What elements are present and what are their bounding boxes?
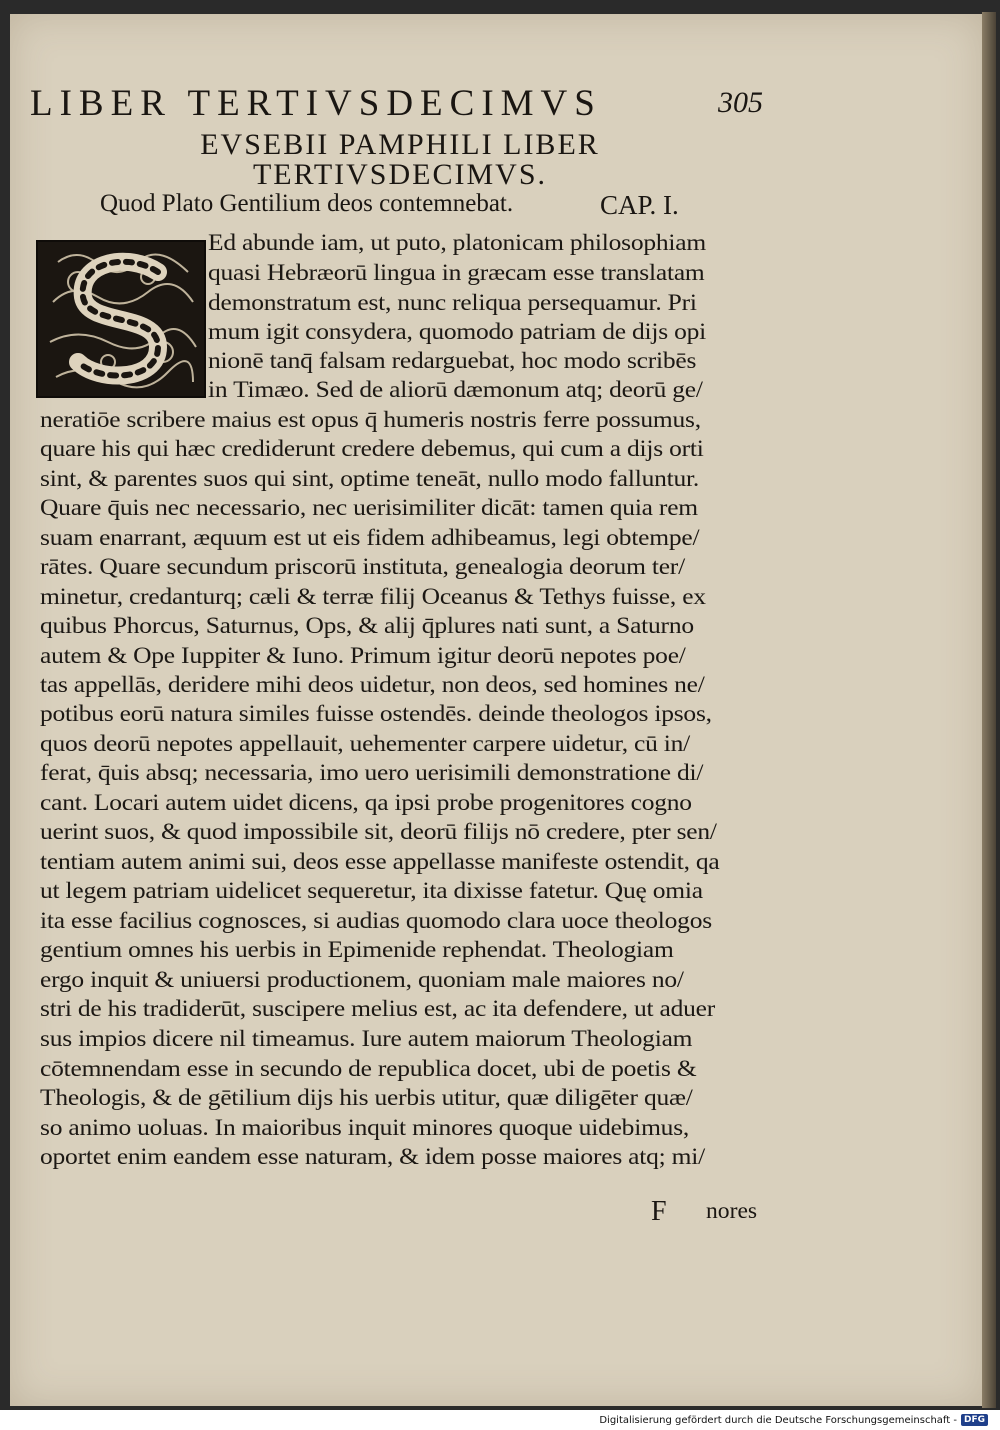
page-number: 305: [718, 86, 763, 119]
text-line: suam enarrant, æquum est ut eis fidem adhibeamus, legi obtempe/: [40, 525, 700, 551]
text-line: Quare q̄uis nec necessario, nec uerisimiliter dicāt: tamen quia rem: [40, 495, 698, 521]
text-line: quibus Phorcus, Saturnus, Ops, & alij q̄plures nati sunt, a Saturno: [40, 613, 694, 639]
text-line: sint, & parentes suos qui sint, optime teneāt, nullo modo falluntur.: [40, 466, 700, 492]
footer-credit: Digitalisierung gefördert durch die Deutsche Forschungsgemeinschaft -: [599, 1414, 957, 1426]
book-title-line-1: EVSEBII PAMPHILI LIBER: [200, 128, 600, 161]
text-line: oportet enim eandem esse naturam, & idem posse maiores atq; mi/: [40, 1144, 706, 1170]
footer: [599, 1414, 988, 1426]
text-line: so animo uoluas. In maioribus inquit minores quoque uidebimus,: [40, 1115, 690, 1141]
text-line: mum igit consydera, quomodo patriam de dijs opi: [208, 319, 706, 345]
text-line: tas appellās, deridere mihi deos uidetur, non deos, sed homines ne/: [40, 672, 705, 698]
signature-mark: F: [651, 1196, 667, 1227]
text-line: rātes. Quare secundum priscorū instituta, genealogia deorum ter/: [40, 554, 685, 580]
text-line: minetur, credanturq; cæli & terræ filij Oceanus & Tethys fuisse, ex: [40, 584, 706, 610]
text-line: demonstratum est, nunc reliqua persequamur. Pri: [208, 290, 697, 316]
chapter-number: CAP. I.: [600, 190, 679, 220]
text-line: neratiōe scribere maius est opus q̄ humeris nostris ferre possumus,: [40, 407, 701, 433]
text-line: ita esse facilius cognosces, si audias quomodo clara uoce theologos: [40, 908, 712, 934]
text-line: sus impios dicere nil timeamus. Iure autem maiorum Theologiam: [40, 1026, 693, 1052]
decorated-initial: [36, 240, 206, 398]
text-line: gentium omnes his uerbis in Epimenide rephendat. Theologiam: [40, 937, 674, 963]
text-line: quos deorū nepotes appellauit, uehementer carpere uidetur, cū in/: [40, 731, 691, 757]
dfg-logo: DFG: [961, 1414, 988, 1426]
text-line: autem & Ope Iuppiter & Iuno. Primum igitur deorū nepotes poe/: [40, 643, 686, 669]
running-head: LIBER TERTIVSDECIMVS: [30, 83, 602, 124]
text-line: ut legem patriam uidelicet sequeretur, ita dixisse fatetur. Quę omia: [40, 878, 703, 904]
text-line: cant. Locari autem uidet dicens, qa ipsi probe progenitores cogno: [40, 790, 692, 816]
text-line: Ed abunde iam, ut puto, platonicam philosophiam: [208, 230, 706, 256]
text-line: quasi Hebræorū lingua in græcam esse translatam: [208, 260, 705, 286]
text-line: ferat, q̄uis absq; necessaria, imo uero uerisimili demonstratione di/: [40, 760, 704, 786]
text-line: tentiam autem animi sui, deos esse appellasse manifeste ostendit, qa: [40, 849, 720, 875]
chapter-heading: Quod Plato Gentilium deos contemnebat.: [100, 190, 514, 217]
catchword: nores: [706, 1198, 758, 1224]
text-line: quare his qui hæc crediderunt credere debemus, qui cum a dijs orti: [40, 436, 704, 462]
text-line: ergo inquit & uniuersi productionem, quoniam male maiores no/: [40, 967, 684, 993]
text-line: in Timæo. Sed de aliorū dæmonum atq; deorū ge/: [208, 377, 703, 403]
page-edge: [982, 12, 996, 1408]
text-line: Theologis, & de gētilium dijs his uerbis utitur, quæ diligēter quæ/: [40, 1085, 693, 1111]
text-line: uerint suos, & quod impossibile sit, deorū filijs nō credere, pter sen/: [40, 819, 717, 845]
book-title-line-2: TERTIVSDECIMVS.: [252, 158, 548, 191]
ornamental-initial-s-icon: [38, 242, 204, 396]
text-line: nionē tanq̄ falsam redarguebat, hoc modo scribēs: [208, 348, 697, 374]
text-line: cōtemnendam esse in secundo de republica docet, ubi de poetis &: [40, 1056, 697, 1082]
text-line: stri de his tradiderūt, suscipere melius est, ac ita defendere, ut aduer: [40, 996, 716, 1022]
text-line: potibus eorū natura similes fuisse ostendēs. deinde theologos ipsos,: [40, 701, 712, 727]
